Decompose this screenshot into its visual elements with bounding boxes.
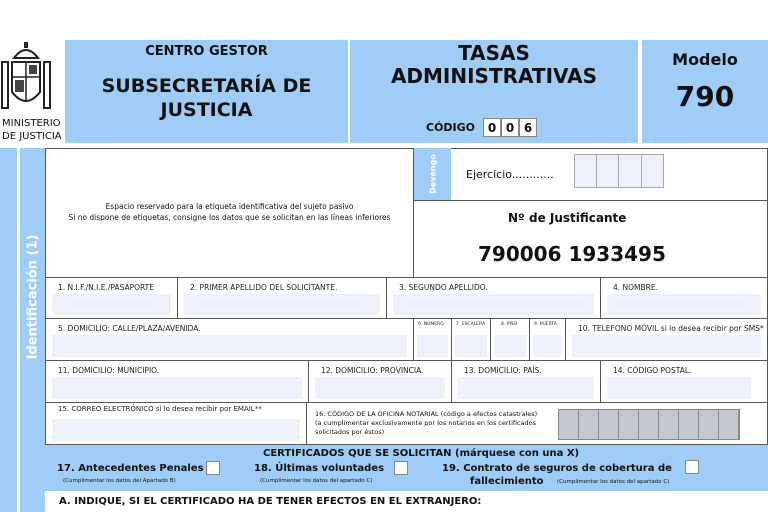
municipio-label: 11. DOMICILIO: MUNICIPIO. xyxy=(58,366,160,375)
numero-label: 6. NÚMERO xyxy=(418,322,444,327)
municipio-field[interactable] xyxy=(45,360,309,403)
email-label: 15. CORREO ELECTRÓNICO si lo desea recibir por EMAIL** xyxy=(58,405,262,413)
justificante-label: Nº de Justificante xyxy=(508,211,627,225)
oficina-notarial-note1: (a cumplimentar exclusivamente por los notarios en los certificados xyxy=(315,419,537,427)
left-edge-strip xyxy=(0,148,17,512)
c17-label: 17. Antecedentes Penales xyxy=(57,463,204,474)
ejercicio-label: Ejercicio............ xyxy=(466,168,554,181)
justificante-number: 790006 1933495 xyxy=(478,242,666,266)
pais-label: 13. DOMICILIO: PAÍS. xyxy=(464,366,542,375)
provincia-label: 12. DOMICILIO: PROVINCIA. xyxy=(321,366,424,375)
codigo-postal-field[interactable] xyxy=(600,360,768,403)
section-a-title: A. INDIQUE, SI EL CERTIFICADO HA DE TENER EFECTOS EN EL EXTRANJERO: xyxy=(59,496,482,507)
label-area xyxy=(45,148,414,278)
label-area-line1: Espacio reservado para la etiqueta identificativa del sujeto pasivo xyxy=(105,202,354,211)
ministry-name-line2: DE JUSTICIA xyxy=(2,131,62,142)
segundo-apellido-label: 3. SEGUNDO APELLIDO. xyxy=(399,283,488,292)
escalera-label: 7. ESCALERA xyxy=(456,322,486,327)
identificacion-strip xyxy=(20,148,45,445)
modelo-label: Modelo xyxy=(672,50,738,69)
c19-label-line2: fallecimiento xyxy=(470,476,544,487)
piso-field[interactable] xyxy=(490,318,530,361)
calle-field[interactable] xyxy=(45,318,414,361)
modelo-box xyxy=(642,40,768,143)
tasas-box xyxy=(350,40,638,143)
c19-checkbox[interactable] xyxy=(685,460,699,474)
nif-label: 1. N.I.F./N.I.E./PASAPORTE xyxy=(58,283,155,292)
subsecretaria-line2: JUSTICIA xyxy=(160,99,253,121)
primer-apellido-label: 2. PRIMER APELLIDO DEL SOLICITANTE. xyxy=(190,283,338,292)
ministry-logo xyxy=(0,40,62,145)
c19-note: (Cumplimentar los datos del apartado C) xyxy=(557,479,670,485)
tasas-title-line1: TASAS xyxy=(458,41,530,65)
puerta-field[interactable] xyxy=(529,318,566,361)
c17-note: (Cumplimentar los datos del Apartado B) xyxy=(63,478,176,484)
label-area-line2: Si no dispone de etiquetas, consigne los datos que se solicitan en las líneas inferiores xyxy=(68,213,391,222)
devengo-strip xyxy=(414,148,451,200)
pais-field[interactable] xyxy=(451,360,601,403)
oficina-notarial-label: 16. CÓDIGO DE LA OFICINA NOTARIAL (código a efectos catastrales) xyxy=(315,410,538,418)
centro-gestor-box xyxy=(65,40,348,143)
c19-label-line1: 19. Contrato de seguros de cobertura de xyxy=(442,463,672,474)
c18-note: (Cumplimentar los datos del apartado C) xyxy=(260,478,373,484)
segundo-apellido-field[interactable] xyxy=(386,277,601,319)
coat-of-arms-icon xyxy=(0,40,52,114)
ejercicio-input[interactable] xyxy=(574,154,664,188)
codigo-digit: 0 xyxy=(501,118,519,137)
oficina-notarial-note2: solicitados por éstos) xyxy=(315,428,385,436)
oficina-notarial-input[interactable] xyxy=(558,409,740,440)
codigo-digit: 0 xyxy=(483,118,501,137)
piso-label: 8. PISO xyxy=(501,322,518,327)
telefono-field[interactable] xyxy=(565,318,768,361)
oficina-notarial-field xyxy=(306,402,768,445)
justificante-section xyxy=(413,200,768,278)
centro-gestor-label: CENTRO GESTOR xyxy=(145,44,268,59)
nombre-label: 4. NOMBRE. xyxy=(613,283,659,292)
primer-apellido-field[interactable] xyxy=(177,277,387,319)
c18-label: 18. Últimas voluntades xyxy=(254,463,385,474)
section-a xyxy=(45,491,768,512)
codigo xyxy=(426,117,537,137)
numero-field[interactable] xyxy=(413,318,452,361)
subsecretaria-line1: SUBSECRETARÍA DE xyxy=(101,75,312,97)
calle-label: 5. DOMICILIO: CALLE/PLAZA/AVENIDA. xyxy=(58,324,201,333)
c18-checkbox[interactable] xyxy=(394,461,408,475)
nombre-field[interactable] xyxy=(600,277,768,319)
email-field[interactable] xyxy=(45,402,307,445)
ministry-name-line1: MINISTERIO xyxy=(2,118,61,129)
codigo-postal-label: 14. CÓDIGO POSTAL. xyxy=(613,366,692,375)
telefono-label: 10. TELEFONO MÓVIL si lo desea recibir por SMS* xyxy=(578,324,764,333)
identificacion-label: Identificación (1) xyxy=(25,234,40,359)
certificados-title: CERTIFICADOS QUE SE SOLICITAN (márquese con una X) xyxy=(263,448,580,459)
c17-checkbox[interactable] xyxy=(206,461,220,475)
ejercicio-section xyxy=(451,148,768,201)
codigo-label: CÓDIGO xyxy=(426,120,476,134)
modelo-number: 790 xyxy=(675,80,735,113)
puerta-label: 9. PUERTA xyxy=(534,322,557,327)
escalera-field[interactable] xyxy=(451,318,491,361)
nif-field[interactable] xyxy=(45,277,178,319)
tasas-title-line2: ADMINISTRATIVAS xyxy=(390,64,598,88)
devengo-label: Devengo xyxy=(428,154,437,194)
provincia-field[interactable] xyxy=(308,360,452,403)
codigo-digit: 6 xyxy=(519,118,537,137)
